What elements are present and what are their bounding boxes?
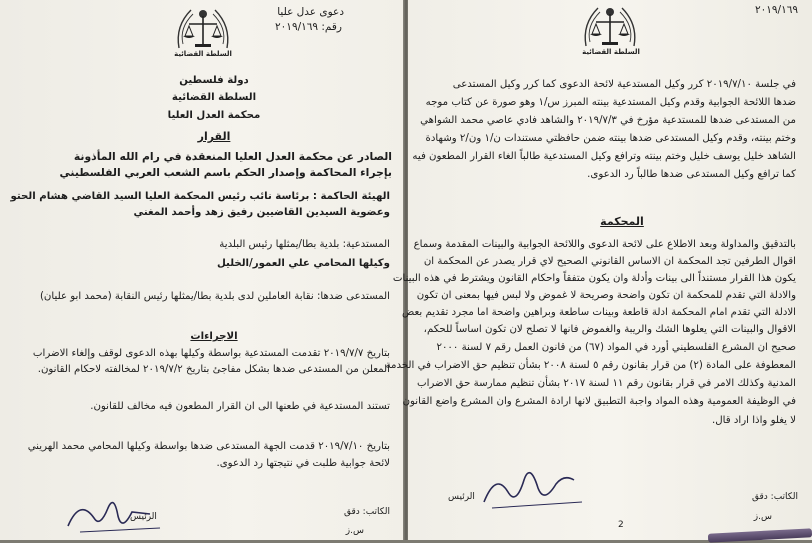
header-state: دولة فلسطين (179, 75, 249, 86)
decision-title: القرار (197, 130, 231, 143)
panel-line-1: الهيئة الحاكمة : برئاسة نائب رئيس المحكمة العليا السيد القاضي هشام الحتو (10, 191, 390, 202)
court-line-3: يكون هذا القرار مستنداً الى بينات وأدلة وان يكون متفقاً واحكام القانون ويشترط في هذه البينات (392, 273, 796, 284)
header-court: محكمة العدل العليا (167, 110, 261, 121)
court-title: المحكمة (600, 215, 644, 228)
panel-line-2: وعضوية السيدين القاضيين رفيق زهد وأحمد المغني (133, 207, 390, 218)
court-line-9: المدنية وكذلك الامر في قرار بقانون رقم ١١ لسنة ٢٠١٧ بشأن تنظيم ممارسة حق الاضراب (417, 378, 796, 389)
respondent-line: المستدعى ضدها: نقابة العاملين لدى بلدية بطا/يمثلها رئيس النقابة (محمد ابو عليان) (39, 291, 390, 302)
page-number: 2 (618, 520, 624, 530)
court-line-5: الادلة التي تقدم امام المحكمة ادلة قاطعة وبينات ساطعة وبراهين واضحة اما مجرد تقديم بعض (401, 307, 796, 318)
session-line-4: وختم بينته، وقدم وكيل المستدعى ضدها بينته ضمن حافظتي مستندات ن/١ ون/٢ وشهادة (425, 133, 796, 144)
signature-label: الرئيس (130, 512, 157, 522)
pen (708, 528, 812, 542)
seal-caption: السلطة القضائية (582, 48, 640, 56)
court-line-10: في الوظيفة العمومية وهذه المواد واجبة التطبيق لانها ارادة المشرع وان المشرع واضع القانون (402, 396, 796, 407)
case-number: رقم: ٢٠١٩/١٦٩ (275, 21, 342, 33)
issued-line-2: بإجراء المحاكمة وإصدار الحكم باسم الشعب العربي الفلسطيني (59, 166, 392, 179)
seal-caption: السلطة القضائية (174, 50, 232, 58)
left-page (0, 0, 404, 540)
case-number-partial: ٢٠١٩/١٦٩ (754, 4, 798, 16)
session-line-6: كما ترافع وكيل المستدعى ضدها طالباً رد الدعوى. (587, 169, 796, 180)
procedures-title: الاجراءات (190, 331, 238, 342)
president-signature (478, 458, 588, 514)
case-label: دعوى عدل عليا (277, 6, 344, 18)
clerk-label: الكاتب: دقق (343, 507, 390, 517)
petitioner-counsel: وكيلها المحامي علي العمور/الخليل (216, 258, 390, 269)
clerk-initials: س.ز (753, 512, 772, 522)
court-line-8: المعطوفة على المادة (٢) من قرار بقانون رقم ٥ لسنة ٢٠٠٨ بشأن تنظيم حق الاضراب في الخدمة (385, 360, 796, 371)
session-line-2: ضدها اللائحة الجوابية وقدم وكيل المستدعية بينته المبرز س/١ وهو صورة عن كتاب موجه (425, 97, 796, 108)
court-line-2: اقوال الطرفين تجد المحكمة ان الاساس القانوني الصحيح لاي قرار يصدر عن المحكمة ان (423, 256, 796, 267)
procedure-line-1: بتاريخ ٢٠١٩/٧/٧ تقدمت المستدعية بواسطة وكيلها بهذه الدعوى لوقف وإلغاء الاضراب (32, 348, 390, 359)
issued-line-1: الصادر عن محكمة العدل العليا المنعقدة في رام الله المأذونة (73, 150, 392, 163)
signature-label: الرئيس (448, 492, 475, 502)
court-line-1: بالتدقيق والمداولة وبعد الاطلاع على لائحة الدعوى واللائحة الجوابية والبينات المقدمة وسماع (413, 239, 796, 250)
court-line-6: الاقوال والبينات التي يعلوها الشك والريبة والغموض فانها لا تصلح لان تكون اساساً للحكم، (423, 324, 796, 335)
session-line-3: من المستدعى ضدها للمستدعية مؤرخ في ٢٠١٩/٧/٣ والشاهد فادي عاصي محمد الشواهي (420, 115, 796, 126)
session-line-5: الشاهد خليل يوسف خليل وختم بينته وترافع وكيل المستدعية طالباً الغاء القرار المطعون فيه (412, 151, 796, 162)
header-authority: السلطة القضائية (171, 92, 257, 103)
appeal-grounds: تستند المستدعية في طعنها الى ان القرار المطعون فيه مخالف للقانون. (90, 401, 390, 412)
petitioner-line: المستدعية: بلدية بطا/يمثلها رئيس البلدية (219, 239, 390, 250)
court-line-4: والادلة التي تقدم للمحكمة ان تكون واضحة وصريحة لا غموض ولا لبس فيها بمعنى ان تكون (416, 290, 796, 301)
court-line-11: لا يغلو واذا اراد قال. (712, 415, 796, 426)
reply-line-1: بتاريخ ٢٠١٩/٧/١٠ قدمت الجهة المستدعى ضدها بواسطة وكيلها المحامي محمد الهريني (27, 441, 390, 452)
clerk-initials: س.ز (345, 526, 364, 536)
session-line-1: في جلسة ٢٠١٩/٧/١٠ كرر وكيل المستدعية لائحة الدعوى كما كرر وكيل المستدعى (452, 79, 796, 90)
court-line-7: صحيح ان المشرع الفلسطيني أورد في المواد (٦٧) من قانون العمل رقم ٧ لسنة ٢٠٠٠ (436, 342, 796, 353)
right-page (385, 0, 812, 540)
reply-line-2: لائحة جوابية طلبت في نتيجتها رد الدعوى. (216, 458, 390, 469)
procedure-line-2: المعلن من المستدعى ضدها بشكل مفاجئ بتاريخ ٢٠١٩/٧/٢ لمخالفته لاحكام القانون. (37, 364, 390, 375)
clerk-label: الكاتب: دقق (751, 492, 798, 502)
